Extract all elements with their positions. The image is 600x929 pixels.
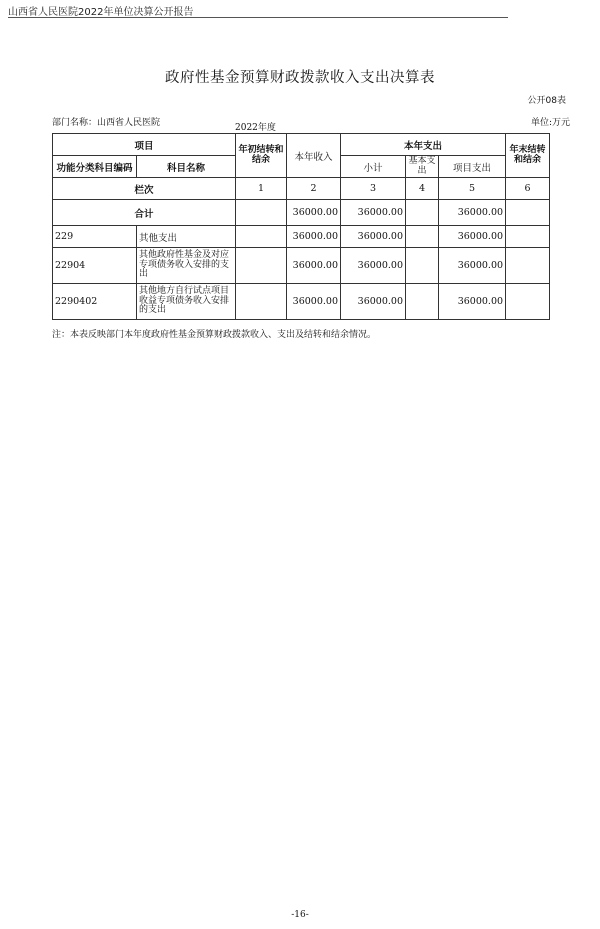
department-name: 部门名称：山西省人民医院 [52,118,161,128]
fund-budget-table [52,133,550,320]
cell-name: 其他地方自行试点项目收益专项债务收入安排的支出 [137,284,236,320]
header-basic-expense: 基本支出 [406,156,439,178]
header-begin-balance: 年初结转和结余 [236,134,287,178]
cell-code: 2290402 [53,284,137,320]
cell-project: 36000.00 [439,248,506,284]
col-number: 4 [406,178,439,200]
cell-income: 36000.00 [287,226,341,248]
document-title: 政府性基金预算财政拨款收入支出决算表 [165,70,435,86]
currency-unit: 单位:万元 [530,118,570,128]
cell-name: 其他政府性基金及对应专项债务收入安排的支出 [137,248,236,284]
cell-subtotal: 36000.00 [341,226,406,248]
cell-income: 36000.00 [287,248,341,284]
cell-begin-balance [236,284,287,320]
cell-end-balance [506,226,550,248]
total-row [53,200,550,226]
header-rule [8,17,508,18]
table-row [53,226,550,248]
header-func-code: 功能分类科目编码 [53,156,137,178]
cell-basic [406,226,439,248]
cell-project: 36000.00 [439,200,506,226]
col-number: 5 [439,178,506,200]
table-row [53,248,550,284]
col-number: 1 [236,178,287,200]
header-end-balance: 年末结转和结余 [506,134,550,178]
cell-income: 36000.00 [287,200,341,226]
fiscal-year: 2022年度 [235,123,276,133]
col-number: 3 [341,178,406,200]
cell-name: 其他支出 [137,226,236,248]
table-row [53,284,550,320]
table-note: 注：本表反映部门本年度政府性基金预算财政拨款收入、支出及结转和结余情况。 [52,330,377,340]
cell-begin-balance [236,226,287,248]
cell-subtotal: 36000.00 [341,248,406,284]
header-col-order: 栏次 [53,178,236,200]
cell-income: 36000.00 [287,284,341,320]
col-number: 6 [506,178,550,200]
running-header: 山西省人民医院2022年单位决算公开报告 [8,7,194,18]
cell-end-balance [506,248,550,284]
cell-end-balance [506,284,550,320]
header-item: 项目 [53,134,236,156]
header-income: 本年收入 [287,134,341,178]
cell-basic [406,248,439,284]
page-number: -16- [291,910,309,920]
header-expense: 本年支出 [341,134,506,156]
cell-project: 36000.00 [439,226,506,248]
form-code: 公开08表 [527,96,566,106]
header-subtotal: 小计 [341,156,406,178]
cell-code: 229 [53,226,137,248]
header-project-expense: 项目支出 [439,156,506,178]
cell-basic [406,284,439,320]
cell-subtotal: 36000.00 [341,284,406,320]
cell-project: 36000.00 [439,284,506,320]
cell-begin-balance [236,200,287,226]
cell-end-balance [506,200,550,226]
col-number: 2 [287,178,341,200]
cell-basic [406,200,439,226]
cell-code: 22904 [53,248,137,284]
cell-subtotal: 36000.00 [341,200,406,226]
cell-begin-balance [236,248,287,284]
header-subject-name: 科目名称 [137,156,236,178]
total-label: 合计 [53,200,236,226]
